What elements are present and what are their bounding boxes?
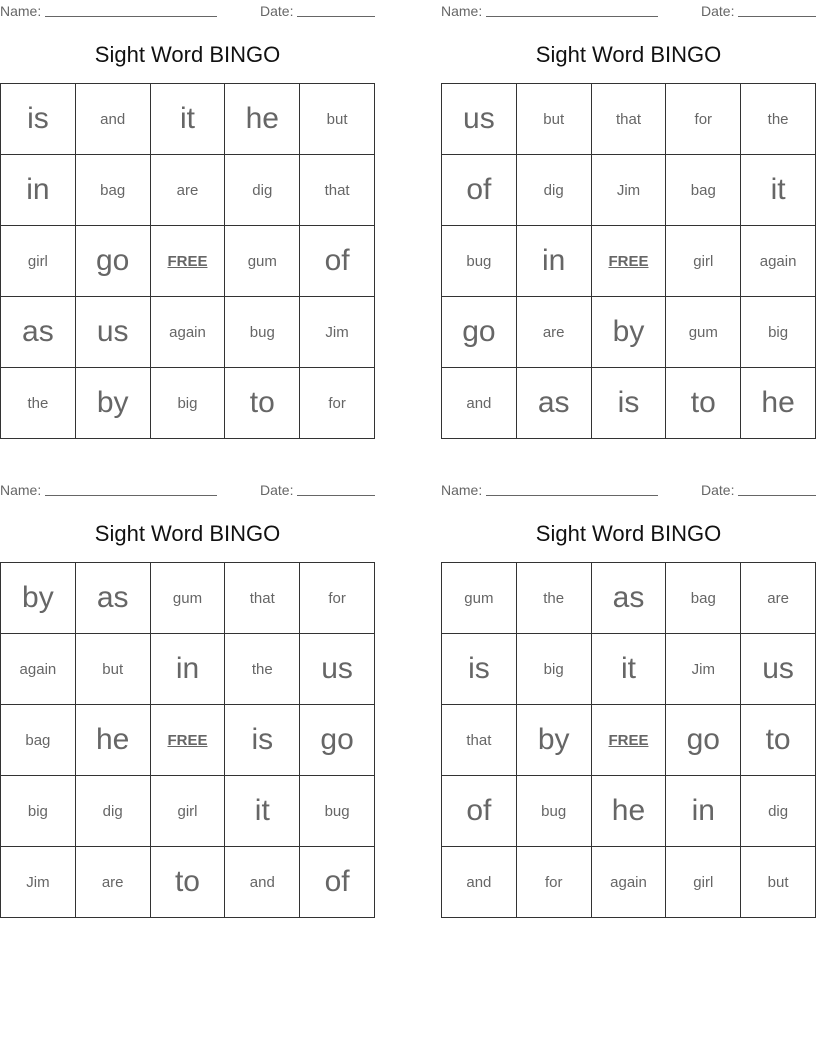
grid-cell: gum xyxy=(442,563,517,634)
free-cell: FREE xyxy=(150,226,225,297)
name-label: Name: xyxy=(0,3,42,19)
grid-cell: big xyxy=(150,368,225,439)
grid-cell: he xyxy=(741,368,816,439)
grid-cell: Jim xyxy=(666,634,741,705)
grid-cell: go xyxy=(442,297,517,368)
grid-cell: bag xyxy=(1,705,76,776)
grid-cell: us xyxy=(300,634,375,705)
card-title: Sight Word BINGO xyxy=(94,42,281,67)
card-header xyxy=(0,479,375,501)
grid-cell: and xyxy=(75,84,150,155)
grid-row xyxy=(442,847,816,918)
grid-row xyxy=(1,705,375,776)
date-label: Date: xyxy=(701,3,735,19)
grid-cell: but xyxy=(741,847,816,918)
card-4 xyxy=(441,479,816,913)
grid-row xyxy=(1,155,375,226)
grid-cell: of xyxy=(442,776,517,847)
grid-cell: that xyxy=(442,705,517,776)
grid-cell: is xyxy=(225,705,300,776)
grid-cell: are xyxy=(75,847,150,918)
grid-row xyxy=(1,776,375,847)
card-2 xyxy=(441,0,816,434)
date-line xyxy=(297,495,375,496)
grid-row xyxy=(442,368,816,439)
grid-cell: that xyxy=(225,563,300,634)
grid-row xyxy=(442,563,816,634)
grid-cell: that xyxy=(300,155,375,226)
grid-cell: by xyxy=(591,297,666,368)
grid-cell: are xyxy=(741,563,816,634)
grid-cell: again xyxy=(150,297,225,368)
grid-cell: dig xyxy=(516,155,591,226)
grid-cell: that xyxy=(591,84,666,155)
name-line xyxy=(45,495,217,496)
grid-cell: Jim xyxy=(591,155,666,226)
grid-cell: in xyxy=(666,776,741,847)
grid-row xyxy=(442,634,816,705)
free-cell: FREE xyxy=(591,226,666,297)
grid-cell: for xyxy=(300,368,375,439)
grid-cell: girl xyxy=(666,847,741,918)
grid-cell: again xyxy=(741,226,816,297)
grid-cell: girl xyxy=(666,226,741,297)
grid-row xyxy=(442,226,816,297)
grid-cell: bug xyxy=(442,226,517,297)
grid-cell: bug xyxy=(225,297,300,368)
grid-cell: us xyxy=(442,84,517,155)
grid-row xyxy=(442,297,816,368)
free-cell: FREE xyxy=(150,705,225,776)
grid-row xyxy=(442,155,816,226)
grid-cell: it xyxy=(741,155,816,226)
grid-cell: to xyxy=(741,705,816,776)
grid-cell: dig xyxy=(741,776,816,847)
bingo-grid xyxy=(0,83,375,439)
name-line xyxy=(486,495,658,496)
grid-cell: are xyxy=(150,155,225,226)
grid-cell: by xyxy=(75,368,150,439)
grid-cell: but xyxy=(516,84,591,155)
grid-row xyxy=(442,776,816,847)
grid-cell: gum xyxy=(225,226,300,297)
grid-cell: bag xyxy=(75,155,150,226)
grid-cell: and xyxy=(442,847,517,918)
grid-cell: are xyxy=(516,297,591,368)
name-line xyxy=(486,16,658,17)
free-cell: FREE xyxy=(591,705,666,776)
grid-cell: as xyxy=(516,368,591,439)
grid-row xyxy=(1,297,375,368)
grid-cell: as xyxy=(591,563,666,634)
grid-cell: is xyxy=(442,634,517,705)
grid-cell: big xyxy=(741,297,816,368)
grid-cell: and xyxy=(225,847,300,918)
grid-cell: the xyxy=(741,84,816,155)
grid-cell: us xyxy=(75,297,150,368)
grid-cell: dig xyxy=(75,776,150,847)
date-line xyxy=(738,495,816,496)
grid-cell: us xyxy=(741,634,816,705)
name-label: Name: xyxy=(0,482,42,498)
grid-cell: the xyxy=(225,634,300,705)
bingo-grid xyxy=(0,562,375,918)
grid-cell: for xyxy=(666,84,741,155)
grid-row xyxy=(1,84,375,155)
grid-cell: of xyxy=(442,155,517,226)
grid-cell: bag xyxy=(666,563,741,634)
grid-cell: big xyxy=(1,776,76,847)
date-label: Date: xyxy=(260,3,294,19)
grid-cell: is xyxy=(1,84,76,155)
grid-cell: but xyxy=(300,84,375,155)
bingo-grid xyxy=(441,83,816,439)
grid-cell: to xyxy=(225,368,300,439)
card-header xyxy=(441,0,816,22)
grid-cell: it xyxy=(225,776,300,847)
grid-row xyxy=(1,226,375,297)
grid-cell: he xyxy=(591,776,666,847)
grid-cell: is xyxy=(591,368,666,439)
card-title: Sight Word BINGO xyxy=(535,521,722,546)
grid-cell: go xyxy=(75,226,150,297)
grid-row xyxy=(1,368,375,439)
name-label: Name: xyxy=(441,3,483,19)
grid-cell: for xyxy=(516,847,591,918)
grid-cell: gum xyxy=(150,563,225,634)
card-header xyxy=(0,0,375,22)
date-line xyxy=(297,16,375,17)
grid-cell: but xyxy=(75,634,150,705)
grid-cell: the xyxy=(1,368,76,439)
grid-row xyxy=(1,634,375,705)
card-1 xyxy=(0,0,375,434)
grid-cell: for xyxy=(300,563,375,634)
grid-cell: by xyxy=(1,563,76,634)
date-label: Date: xyxy=(701,482,735,498)
grid-cell: to xyxy=(150,847,225,918)
card-title: Sight Word BINGO xyxy=(535,42,722,67)
grid-cell: again xyxy=(1,634,76,705)
grid-cell: Jim xyxy=(300,297,375,368)
card-title: Sight Word BINGO xyxy=(94,521,281,546)
grid-cell: of xyxy=(300,226,375,297)
grid-cell: big xyxy=(516,634,591,705)
grid-cell: in xyxy=(516,226,591,297)
grid-cell: in xyxy=(1,155,76,226)
name-line xyxy=(45,16,217,17)
grid-cell: as xyxy=(75,563,150,634)
grid-cell: bug xyxy=(300,776,375,847)
grid-cell: dig xyxy=(225,155,300,226)
grid-cell: gum xyxy=(666,297,741,368)
grid-cell: as xyxy=(1,297,76,368)
bingo-grid xyxy=(441,562,816,918)
grid-row xyxy=(1,563,375,634)
grid-cell: the xyxy=(516,563,591,634)
grid-cell: of xyxy=(300,847,375,918)
grid-row xyxy=(1,847,375,918)
grid-cell: girl xyxy=(1,226,76,297)
grid-row xyxy=(442,84,816,155)
grid-cell: girl xyxy=(150,776,225,847)
grid-cell: go xyxy=(666,705,741,776)
grid-cell: and xyxy=(442,368,517,439)
grid-cell: bag xyxy=(666,155,741,226)
grid-cell: by xyxy=(516,705,591,776)
name-label: Name: xyxy=(441,482,483,498)
grid-cell: it xyxy=(591,634,666,705)
grid-cell: again xyxy=(591,847,666,918)
date-label: Date: xyxy=(260,482,294,498)
grid-cell: he xyxy=(75,705,150,776)
grid-cell: to xyxy=(666,368,741,439)
card-3 xyxy=(0,479,375,913)
grid-cell: he xyxy=(225,84,300,155)
date-line xyxy=(738,16,816,17)
card-header xyxy=(441,479,816,501)
grid-row xyxy=(442,705,816,776)
grid-cell: it xyxy=(150,84,225,155)
grid-cell: go xyxy=(300,705,375,776)
grid-cell: in xyxy=(150,634,225,705)
grid-cell: bug xyxy=(516,776,591,847)
grid-cell: Jim xyxy=(1,847,76,918)
